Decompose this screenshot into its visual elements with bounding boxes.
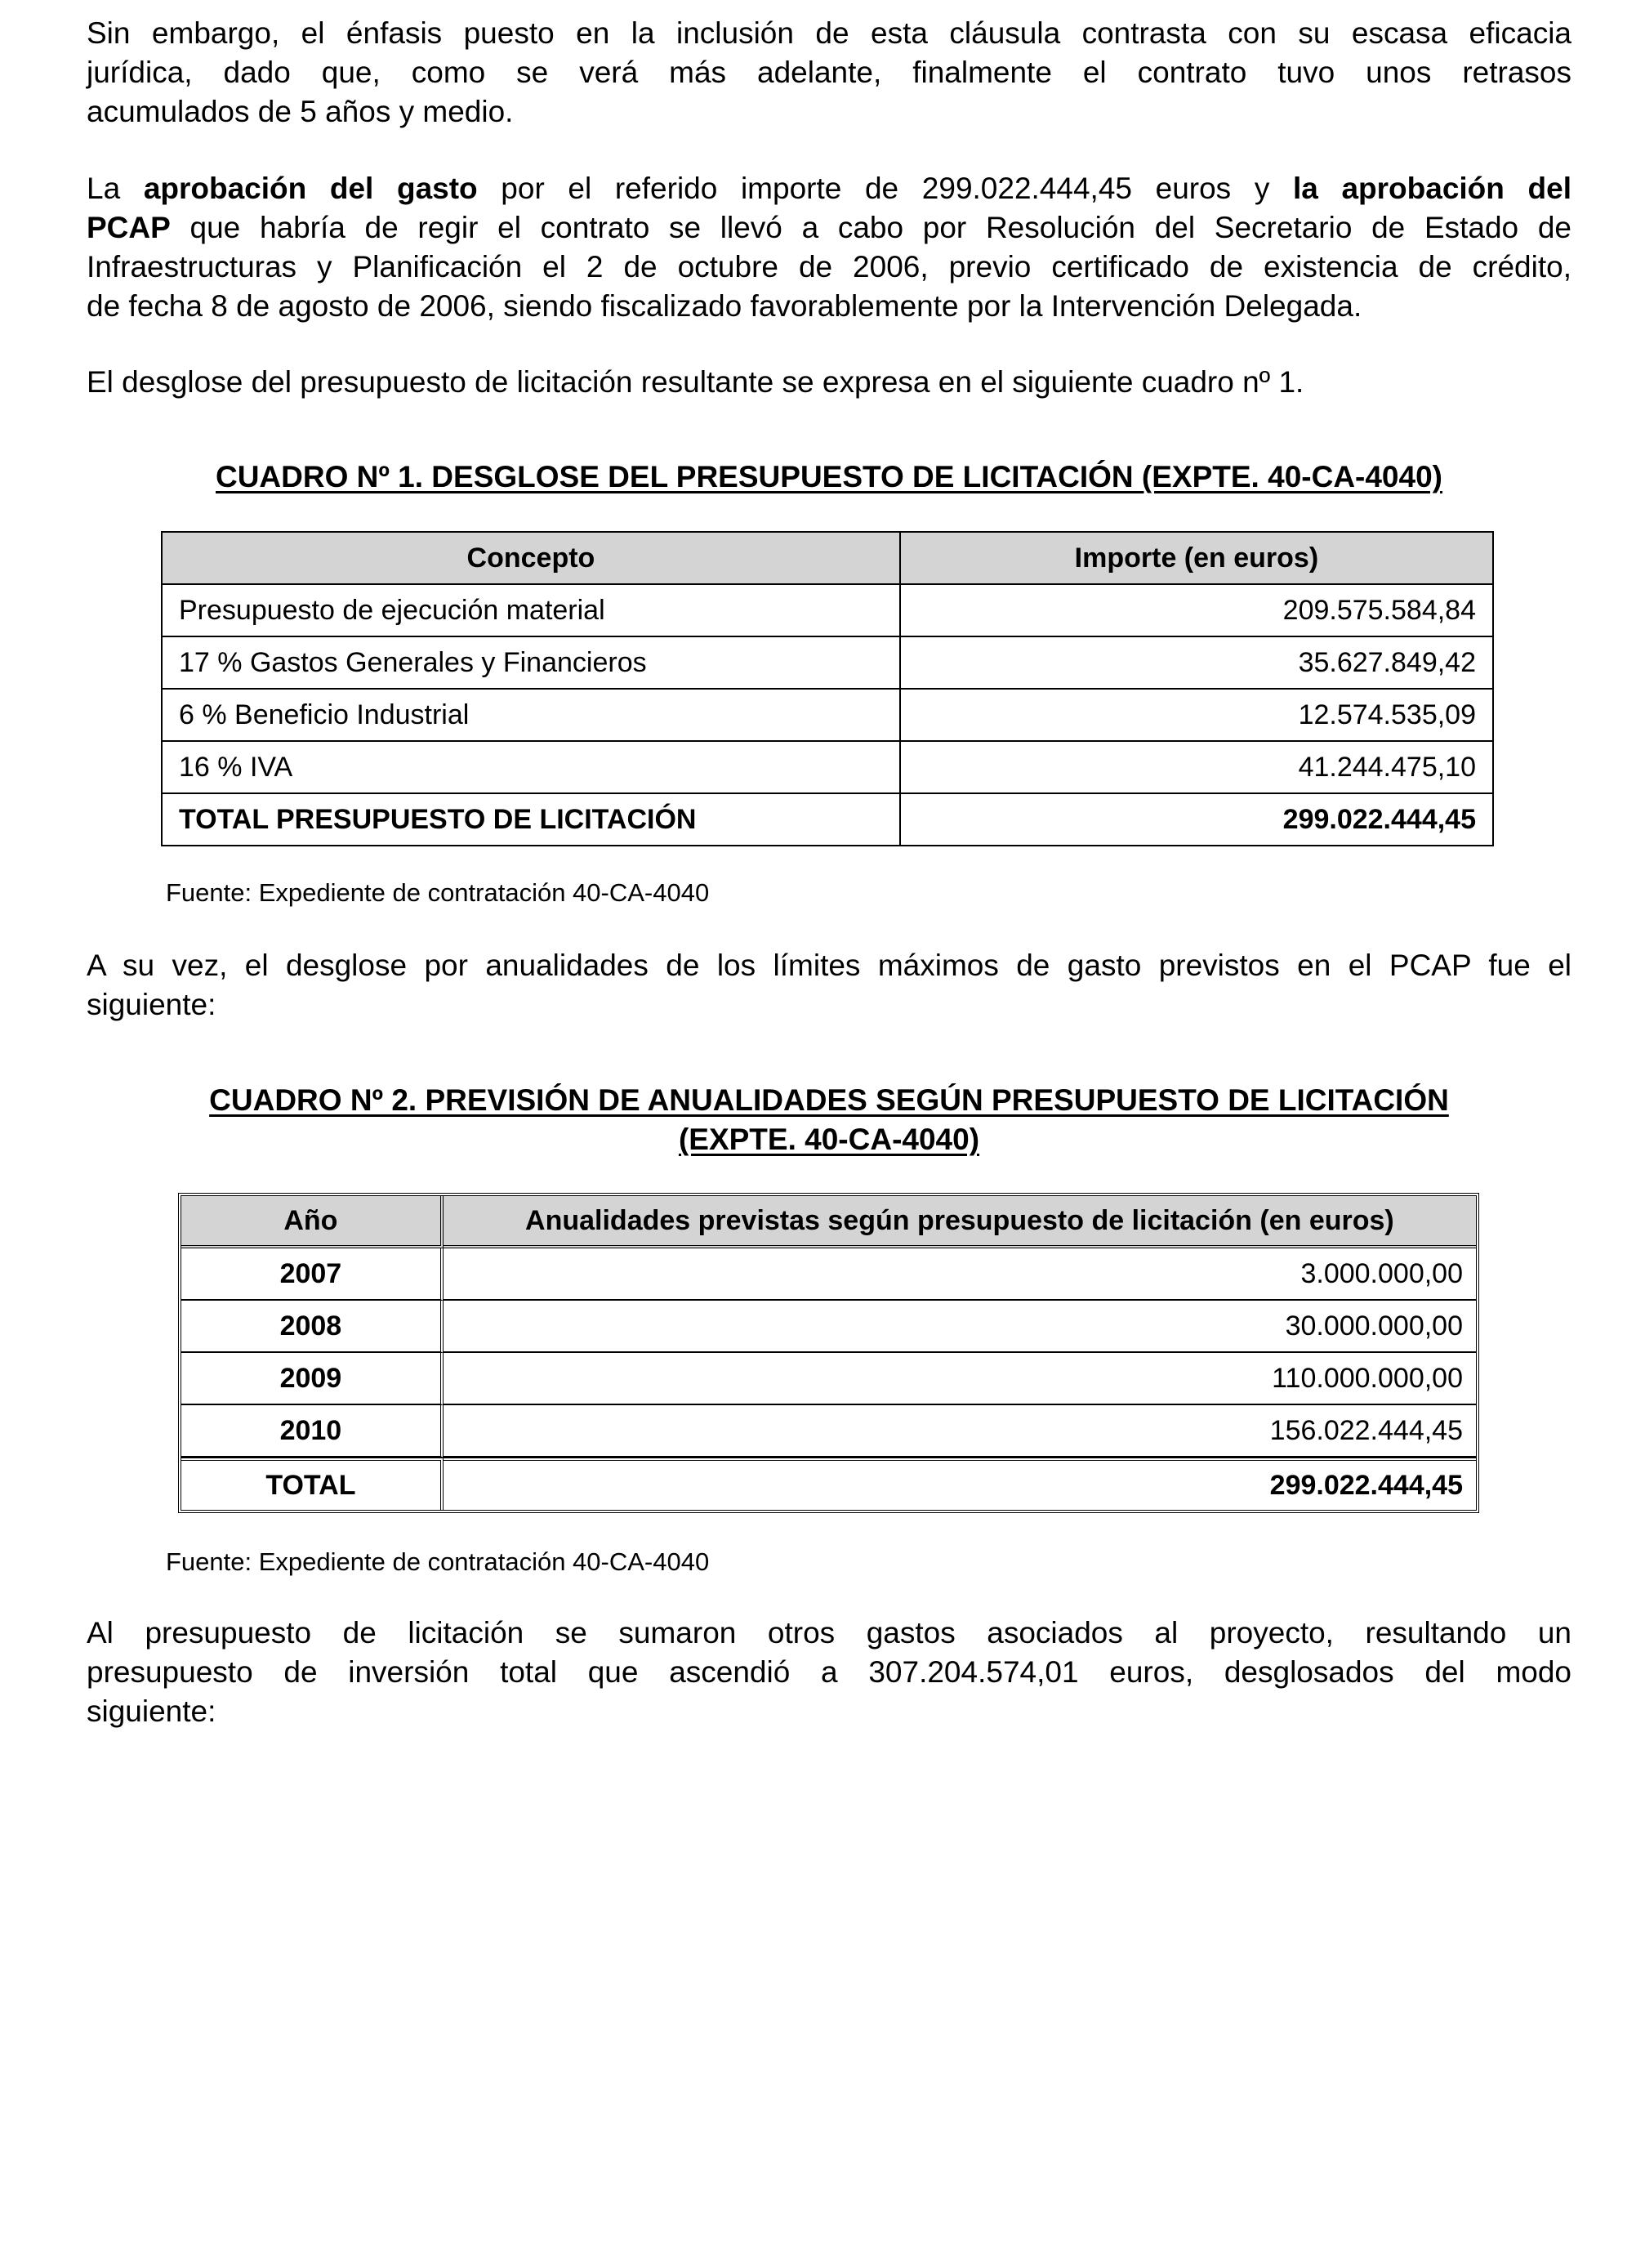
table-row [181, 1405, 1476, 1458]
column-header-concepto: Concepto [162, 532, 900, 584]
bold-text-run: aprobación del gasto [143, 172, 478, 205]
text-line: A su vez, el desglose por anualidades de los límites máximos de gasto previstos en el PCAP fue el [87, 949, 1571, 982]
table-1-title: CUADRO Nº 1. DESGLOSE DEL PRESUPUESTO DE LICITACIÓN (EXPTE. 40-CA-4040) [215, 460, 1442, 493]
table-total-row [181, 1458, 1476, 1510]
paragraph-desglose-intro [87, 363, 1571, 402]
text-line [87, 208, 1571, 248]
paragraph-presupuesto-inversion [87, 1614, 1571, 1731]
text-line: Infraestructuras y Planificación el 2 de octubre de 2006, previo certificado de existencia de crédito, [87, 250, 1571, 284]
table-row [181, 1248, 1476, 1301]
text-line: siguiente: [87, 988, 216, 1021]
cell-anio: 2009 [181, 1353, 444, 1405]
table-row [181, 1301, 1476, 1353]
table-2-title-line: CUADRO Nº 2. PREVISIÓN DE ANUALIDADES SEGÚN PRESUPUESTO DE LICITACIÓN [209, 1083, 1449, 1117]
column-header-importe: Importe (en euros) [900, 532, 1493, 584]
table-2-title [87, 1081, 1571, 1159]
table-2-source: Fuente: Expediente de contratación 40-CA-4040 [166, 1547, 710, 1576]
cell-importe: 156.022.444,45 [444, 1405, 1476, 1458]
cell-importe: 299.022.444,45 [444, 1458, 1476, 1510]
text-run: La [87, 172, 144, 205]
cell-concepto: 17 % Gastos Generales y Financieros [162, 636, 900, 689]
annual-forecast-table [178, 1193, 1479, 1513]
text-run: por el referido importe de 299.022.444,45 euros y [477, 172, 1293, 205]
budget-breakdown-table [161, 531, 1494, 846]
cell-importe: 12.574.535,09 [900, 689, 1493, 741]
table-row [162, 584, 1493, 636]
column-header-anualidades: Anualidades previstas según presupuesto de licitación (en euros) [444, 1196, 1476, 1248]
cell-importe: 3.000.000,00 [444, 1248, 1476, 1301]
table-row [162, 636, 1493, 689]
text-line [87, 169, 1571, 208]
text-line: siguiente: [87, 1694, 216, 1728]
cell-anio: 2008 [181, 1301, 444, 1353]
cell-importe: 110.000.000,00 [444, 1353, 1476, 1405]
cell-anio: 2007 [181, 1248, 444, 1301]
text-run: que habría de regir el contrato se llevó a cabo por Resolución del Secretario de Estado de [170, 211, 1571, 244]
cell-importe: 299.022.444,45 [900, 793, 1493, 846]
cell-importe: 35.627.849,42 [900, 636, 1493, 689]
cell-importe: 209.575.584,84 [900, 584, 1493, 636]
table-row [181, 1353, 1476, 1405]
table-1-source: Fuente: Expediente de contratación 40-CA-4040 [166, 878, 710, 907]
text-line: Sin embargo, el énfasis puesto en la inclusión de esta cláusula contrasta con su escasa eficacia [87, 16, 1571, 50]
cell-concepto: TOTAL PRESUPUESTO DE LICITACIÓN [162, 793, 900, 846]
table-header-row [181, 1196, 1476, 1248]
table-total-row [162, 793, 1493, 846]
text-line: El desglose del presupuesto de licitación resultante se expresa en el siguiente cuadro nº 1. [87, 365, 1304, 399]
cell-anio: 2010 [181, 1405, 444, 1458]
column-header-anio: Año [181, 1196, 444, 1248]
text-line: Al presupuesto de licitación se sumaron otros gastos asociados al proyecto, resultando un [87, 1616, 1571, 1650]
table-row [162, 689, 1493, 741]
paragraph-eficacia-juridica [87, 14, 1571, 132]
bold-text-run: la aprobación del [1292, 172, 1571, 205]
table-2-title-line: (EXPTE. 40-CA-4040) [678, 1123, 980, 1156]
table-row [162, 741, 1493, 793]
cell-anio: TOTAL [181, 1458, 444, 1510]
text-line: de fecha 8 de agosto de 2006, siendo fiscalizado favorablemente por la Intervención Delegada. [87, 289, 1362, 323]
paragraph-aprobacion-gasto [87, 169, 1571, 326]
cell-importe: 30.000.000,00 [444, 1301, 1476, 1353]
bold-text-run: PCAP [87, 211, 171, 244]
cell-concepto: Presupuesto de ejecución material [162, 584, 900, 636]
text-line: jurídica, dado que, como se verá más adelante, finalmente el contrato tuvo unos retrasos [87, 56, 1571, 89]
cell-concepto: 16 % IVA [162, 741, 900, 793]
paragraph-anualidades-intro [87, 946, 1571, 1025]
cell-importe: 41.244.475,10 [900, 741, 1493, 793]
text-line: presupuesto de inversión total que ascendió a 307.204.574,01 euros, desglosados del modo [87, 1655, 1571, 1689]
text-line: acumulados de 5 años y medio. [87, 95, 514, 128]
table-header-row [162, 532, 1493, 584]
cell-concepto: 6 % Beneficio Industrial [162, 689, 900, 741]
